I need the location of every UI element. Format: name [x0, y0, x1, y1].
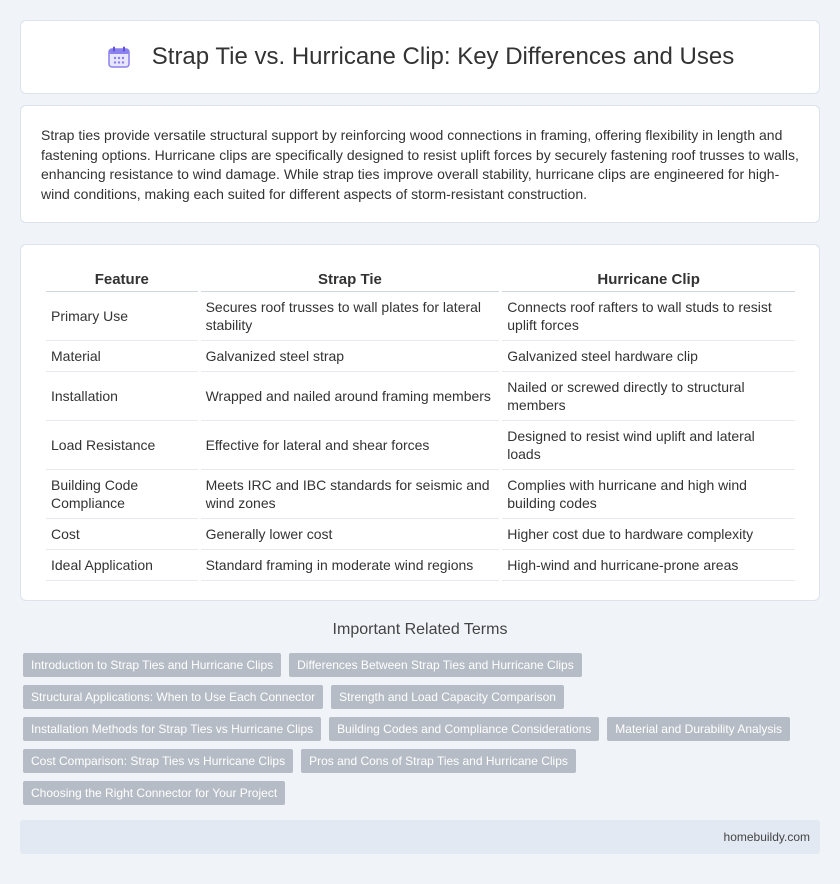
- table-header-row: [46, 265, 795, 292]
- table-row: [46, 421, 795, 470]
- header-feature: Feature: [46, 265, 198, 292]
- hurricane-clip-cell: High-wind and hurricane-prone areas: [502, 550, 795, 581]
- feature-cell: Load Resistance: [46, 421, 198, 470]
- strap-tie-cell: Generally lower cost: [201, 519, 500, 550]
- feature-cell: Ideal Application: [46, 550, 198, 581]
- table-row: [46, 372, 795, 421]
- feature-cell: Cost: [46, 519, 198, 550]
- related-term-tag[interactable]: Building Codes and Compliance Considerations: [329, 717, 599, 741]
- header-strap-tie: Strap Tie: [201, 265, 500, 292]
- strap-tie-cell: Secures roof trusses to wall plates for lateral stability: [201, 292, 500, 341]
- related-term-tag[interactable]: Material and Durability Analysis: [607, 717, 790, 741]
- related-terms-title: Important Related Terms: [332, 621, 508, 638]
- strap-tie-cell: Galvanized steel strap: [201, 341, 500, 372]
- feature-cell: Primary Use: [46, 292, 198, 341]
- hurricane-clip-cell: Designed to resist wind uplift and lateral loads: [502, 421, 795, 470]
- calendar-icon: [106, 44, 132, 70]
- related-term-tag[interactable]: Structural Applications: When to Use Each Connector: [23, 685, 323, 709]
- related-term-tag[interactable]: Differences Between Strap Ties and Hurricane Clips: [289, 653, 582, 677]
- comparison-table: [43, 265, 798, 581]
- hurricane-clip-cell: Higher cost due to hardware complexity: [502, 519, 795, 550]
- intro-text: Strap ties provide versatile structural support by reinforcing wood connections in framing, offering flexibility in length and fastening options. Hurricane clips are specifically designed to resist uplift forces by securely fastening roof trusses to walls, enhancing resistance to wind damage. While strap ties improve overall stability, hurricane clips are engineered for high-wind conditions, making each suited for different aspects of storm-resistant construction.: [41, 127, 799, 202]
- related-term-tag[interactable]: Cost Comparison: Strap Ties vs Hurricane Clips: [23, 749, 293, 773]
- hurricane-clip-cell: Complies with hurricane and high wind building codes: [502, 470, 795, 519]
- feature-cell: Installation: [46, 372, 198, 421]
- site-link[interactable]: homebuildy.com: [723, 830, 810, 844]
- table-row: [46, 341, 795, 372]
- table-row: [46, 550, 795, 581]
- strap-tie-cell: Effective for lateral and shear forces: [201, 421, 500, 470]
- header-hurricane-clip: Hurricane Clip: [502, 265, 795, 292]
- table-row: [46, 519, 795, 550]
- intro-card: [20, 105, 820, 223]
- related-term-tag[interactable]: Choosing the Right Connector for Your Project: [23, 781, 285, 805]
- related-term-tag[interactable]: Pros and Cons of Strap Ties and Hurricane Clips: [301, 749, 576, 773]
- table-row: [46, 292, 795, 341]
- table-row: [46, 470, 795, 519]
- strap-tie-cell: Meets IRC and IBC standards for seismic and wind zones: [201, 470, 500, 519]
- feature-cell: Material: [46, 341, 198, 372]
- related-term-tag[interactable]: Installation Methods for Strap Ties vs Hurricane Clips: [23, 717, 321, 741]
- comparison-card: [20, 244, 820, 601]
- page-header: [20, 20, 820, 94]
- hurricane-clip-cell: Nailed or screwed directly to structural members: [502, 372, 795, 421]
- strap-tie-cell: Wrapped and nailed around framing members: [201, 372, 500, 421]
- strap-tie-cell: Standard framing in moderate wind regions: [201, 550, 500, 581]
- related-term-tag[interactable]: Strength and Load Capacity Comparison: [331, 685, 564, 709]
- feature-cell: Building Code Compliance: [46, 470, 198, 519]
- related-terms-list: [23, 653, 813, 813]
- hurricane-clip-cell: Galvanized steel hardware clip: [502, 341, 795, 372]
- related-term-tag[interactable]: Introduction to Strap Ties and Hurricane Clips: [23, 653, 281, 677]
- hurricane-clip-cell: Connects roof rafters to wall studs to resist uplift forces: [502, 292, 795, 341]
- page-footer: [20, 820, 820, 854]
- page-title: Strap Tie vs. Hurricane Clip: Key Differences and Uses: [151, 43, 735, 70]
